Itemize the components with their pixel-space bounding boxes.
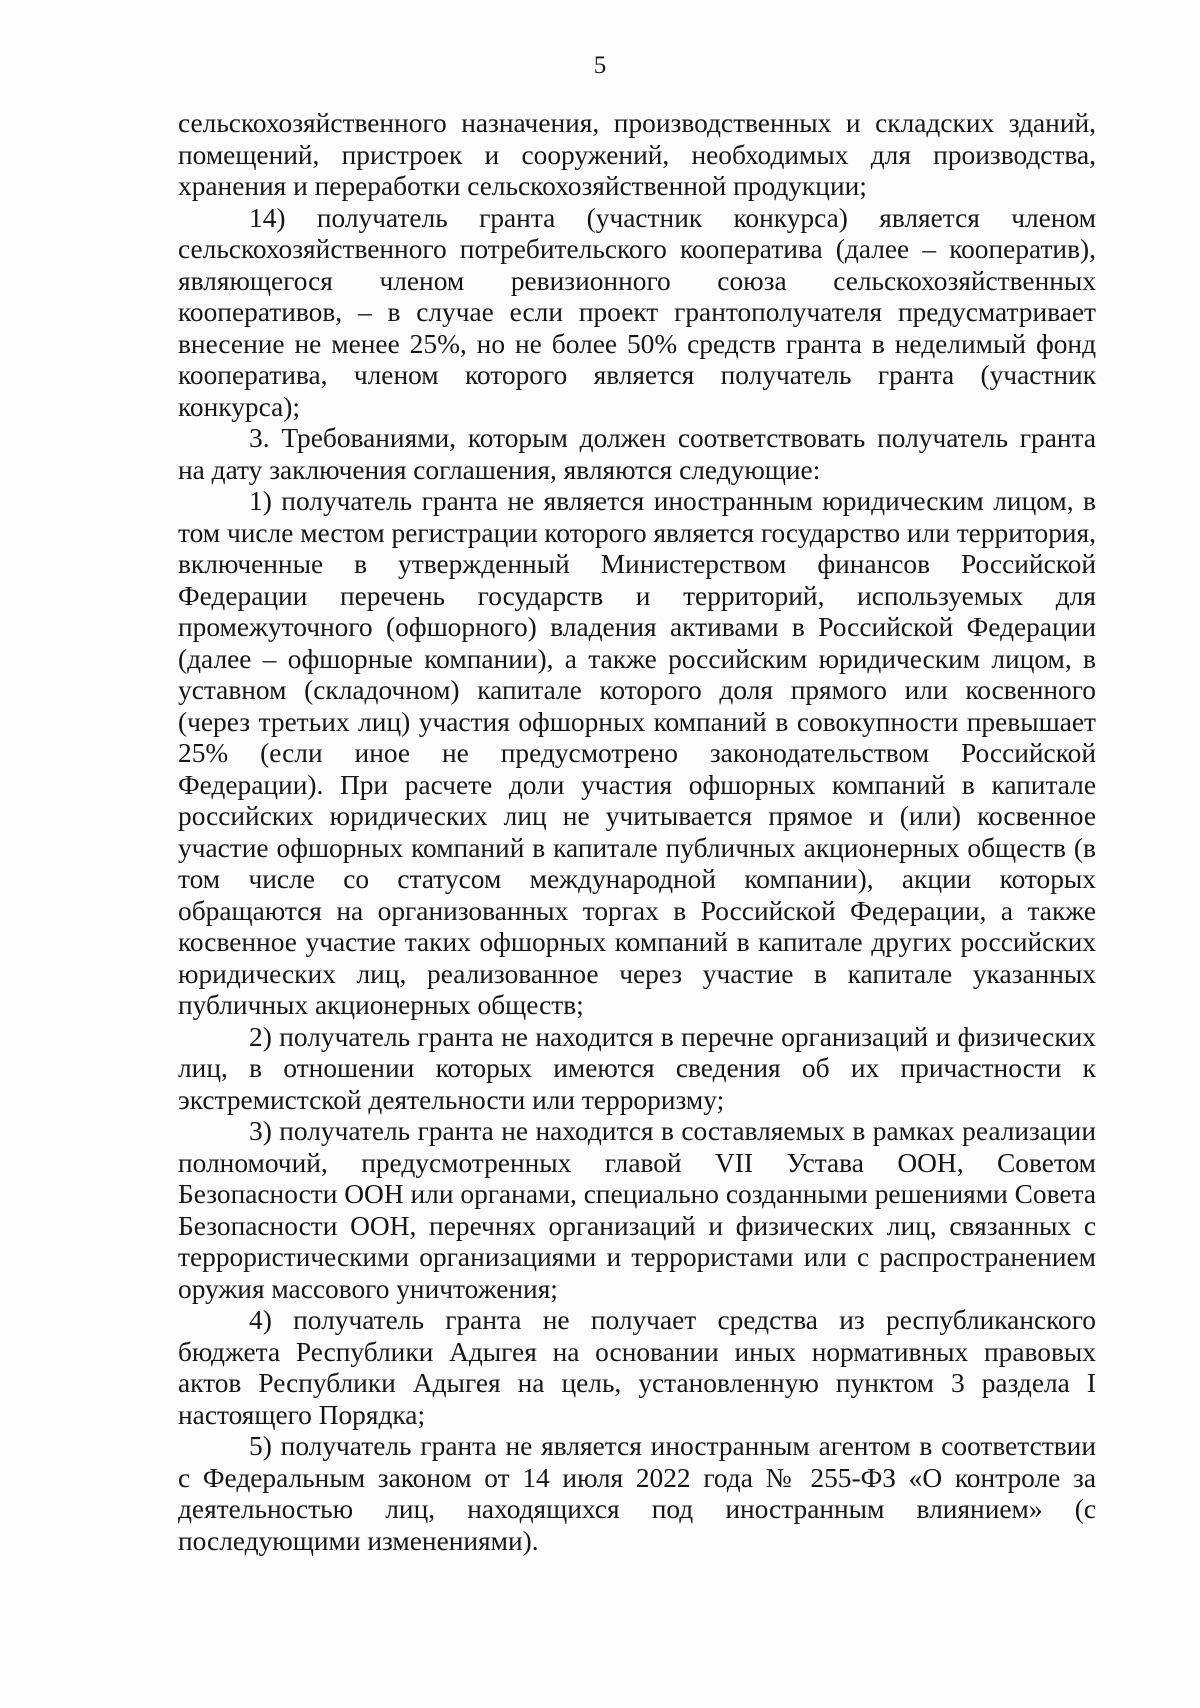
- paragraph-section-3: 3. Требованиями, которым должен соответствовать получатель гранта на дату заключения соглашения, являются следующие:: [178, 423, 1096, 485]
- paragraph-continuation: сельскохозяйственного назначения, производственных и складских зданий, помещений, пристроек и сооружений, необходимых для производства, хранения и переработки сельскохозяйственной продукции;: [178, 108, 1096, 201]
- paragraph-item-2: 2) получатель гранта не находится в перечне организаций и физических лиц, в отношении которых имеются сведения об их причастности к экстремистской деятельности или терроризму;: [178, 1021, 1096, 1115]
- paragraph-item-4: 4) получатель гранта не получает средства из республиканского бюджета Республики Адыгея на основании иных нормативных правовых актов Республики Адыгея на цель, установленную пунктом 3 раздела I настоящего Порядка;: [178, 1305, 1096, 1430]
- page-number: 5: [593, 52, 607, 79]
- paragraph-item-5: 5) получатель гранта не является иностранным агентом в соответствии с Федеральным законом от 14 июля 2022 года № 255-ФЗ «О контроле за деятельностью лиц, находящихся под иностранным влиянием» (с последующими изменениями).: [178, 1431, 1096, 1556]
- paragraph-item-3: 3) получатель гранта не находится в составляемых в рамках реализации полномочий, предусмотренных главой VII Устава ООН, Советом Безопасности ООН или органами, специально созданными решениями Совета Безопасности ООН, перечнях организаций и физических лиц, связанных с террористическими организациями и террористами или с распространением оружия массового уничтожения;: [178, 1116, 1096, 1304]
- paragraph-item-1: 1) получатель гранта не является иностранным юридическим лицом, в том числе местом регистрации которого является государство или территория, включенные в утвержденный Министерством финансов Российской Федерации перечень государств и территорий, используемых для промежуточного (офшорного) владения активами в Российской Федерации (далее – офшорные компании), а также российским юридическим лицом, в уставном (складочном) капитале которого доля прямого или косвенного (через третьих лиц) участия офшорных компаний в совокупности превышает 25% (если иное не предусмотрено законодательством Российской Федерации). При расчете доли участия офшорных компаний в капитале российских юридических лиц не учитывается прямое и (или) косвенное участие офшорных компаний в капитале публичных акционерных обществ (в том числе со статусом международной компании), акции которых обращаются на организованных торгах в Российской Федерации, а также косвенное участие таких офшорных компаний в капитале других российских юридических лиц, реализованное через участие в капитале указанных публичных акционерных обществ;: [178, 486, 1096, 1020]
- document-body: [178, 108, 1096, 1557]
- paragraph-item-14: 14) получатель гранта (участник конкурса) является членом сельскохозяйственного потребительского кооператива (далее – кооператив), являющегося членом ревизионного союза сельскохозяйственных кооперативов, – в случае если проект грантополучателя предусматривает внесение не менее 25%, но не более 50% средств гранта в неделимый фонд кооператива, членом которого является получатель гранта (участник конкурса);: [178, 202, 1096, 422]
